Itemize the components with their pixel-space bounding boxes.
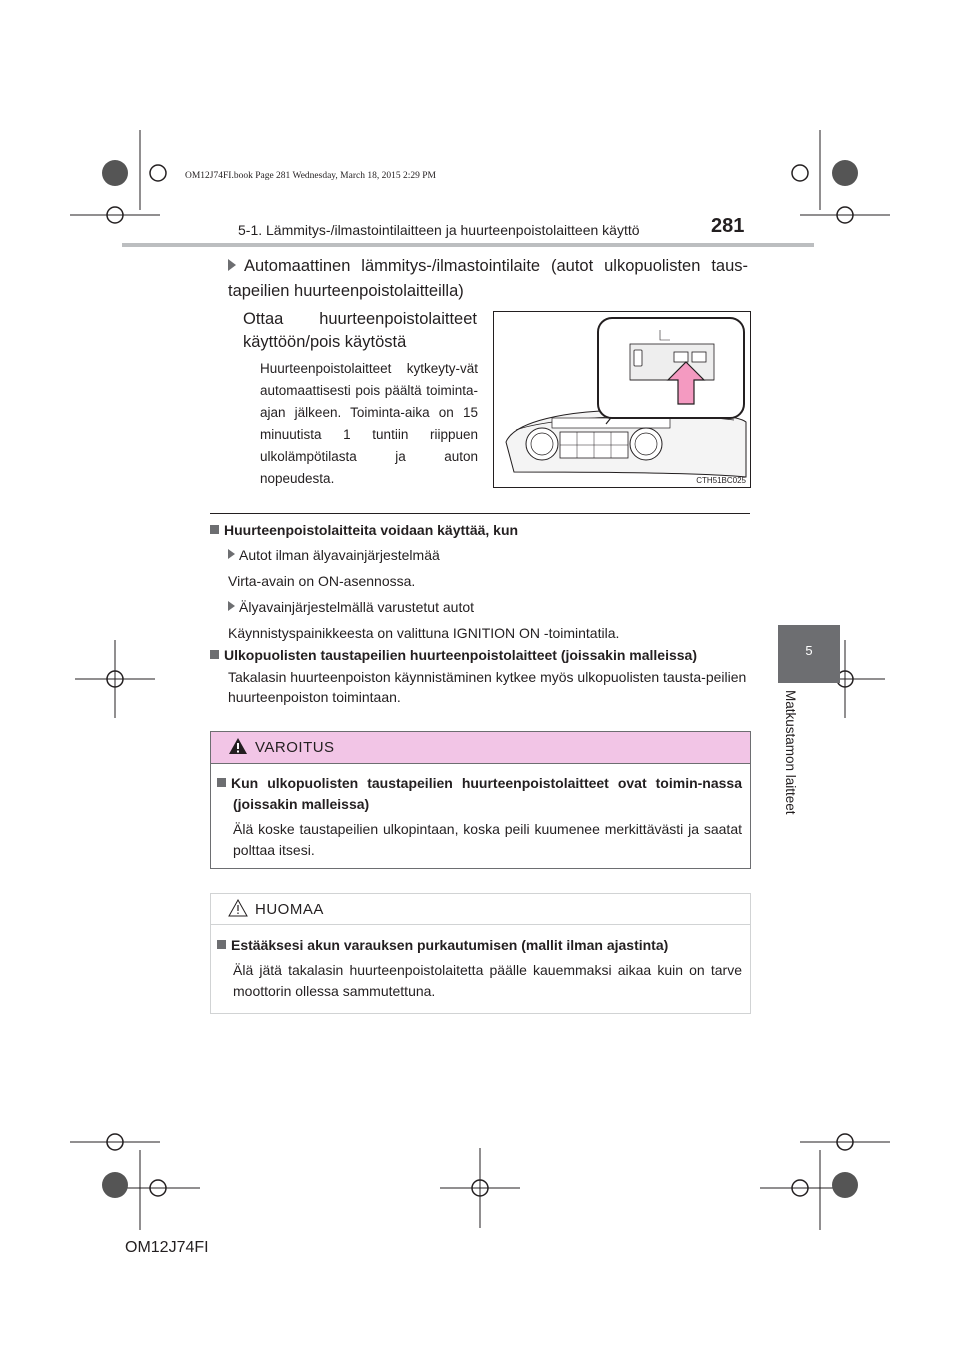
figure-code: CTH51BC025: [696, 476, 746, 485]
climate-panel-illustration: [494, 312, 750, 487]
mirror-defogger-section: [210, 646, 750, 707]
conditions-title: Huurteenpoistolaitteita voidaan käyttää, kun: [224, 522, 519, 538]
condition-text-1: Virta-avain on ON-asennossa.: [228, 573, 416, 589]
model-variant-heading: [228, 254, 748, 304]
square-bullet-icon: [210, 525, 219, 534]
warning-text: Älä koske taustapeilien ulkopintaan, koska peili kuumenee merkittävästi ja saatat polttaa itsesi.: [233, 821, 742, 858]
notice-heading: HUOMAA: [255, 901, 324, 918]
condition-text-2: Käynnistyspainikkeesta on valittuna IGNITION ON -toimintatila.: [228, 625, 620, 641]
page-number: 281: [711, 215, 745, 237]
notice-title: Estääksesi akun varauksen purkautumisen (mallit ilman ajastinta): [231, 937, 669, 953]
climate-panel-figure: [493, 311, 751, 488]
warning-triangle-icon: [228, 737, 248, 755]
triangle-bullet-icon: [228, 259, 236, 271]
chapter-label: Matkustamon laitteet: [783, 690, 798, 815]
section-divider: [210, 513, 750, 514]
mirror-defogger-text: Takalasin huurteenpoiston käynnistäminen kytkee myös ulkopuolisten tausta-peilien huurteenpoiston toimintaan.: [228, 669, 747, 705]
warning-heading: VAROITUS: [255, 739, 335, 756]
mirror-defogger-title: Ulkopuolisten taustapeilien huurteenpoistolaitteet (joissakin malleissa): [224, 647, 697, 663]
chapter-number: 5: [805, 643, 813, 658]
condition-variant-1: Autot ilman älyavainjärjestelmää: [228, 545, 750, 565]
triangle-bullet-icon: [228, 549, 235, 559]
action-description: Huurteenpoistolaitteet kytkeyty-vät automaattisesti pois päältä toiminta-ajan jälkeen. Toiminta-aika on 15 minuutista 1 tuntiin riippuen ulkolämpötilasta ja auton nopeudesta.: [260, 361, 478, 486]
action-title: Ottaa huurteenpoistolaitteet käyttöön/pois käytöstä: [243, 310, 477, 351]
conditions-section: [210, 521, 750, 643]
chapter-label-vertical: [762, 690, 856, 840]
warning-title: Kun ulkopuolisten taustapeilien huurteenpoistolaitteet ovat toimin-nassa (joissakin malleissa): [231, 775, 742, 812]
header-rule: [122, 243, 814, 247]
model-variant-text: Automaattinen lämmitys-/ilmastointilaite (autot ulkopuolisten taus-tapeilien huurteenpoistolaitteilla): [228, 257, 748, 300]
document-code: OM12J74FI: [125, 1239, 209, 1256]
chapter-tab[interactable]: [778, 625, 840, 683]
square-bullet-icon: [217, 778, 226, 787]
warning-header: [211, 732, 750, 764]
notice-text: Älä jätä takalasin huurteenpoistolaitetta päälle kauemmaksi aikaa kuin on tarve moottorin ollessa sammutettuna.: [233, 962, 742, 999]
condition-variant-2: Älyavainjärjestelmällä varustetut autot: [228, 597, 750, 617]
notice-header: [211, 894, 750, 925]
warning-box: [210, 731, 751, 869]
notice-content: [217, 935, 742, 1002]
triangle-bullet-icon: [228, 601, 235, 611]
warning-content: [217, 773, 742, 861]
notice-box: [210, 893, 751, 1014]
square-bullet-icon: [210, 650, 219, 659]
square-bullet-icon: [217, 940, 226, 949]
caution-outline-icon: [228, 899, 248, 917]
section-heading: 5-1. Lämmitys-/ilmastointilaitteen ja huurteenpoistolaitteen käyttö: [238, 222, 640, 238]
book-info-line: OM12J74FI.book Page 281 Wednesday, March 18, 2015 2:29 PM: [185, 171, 436, 181]
